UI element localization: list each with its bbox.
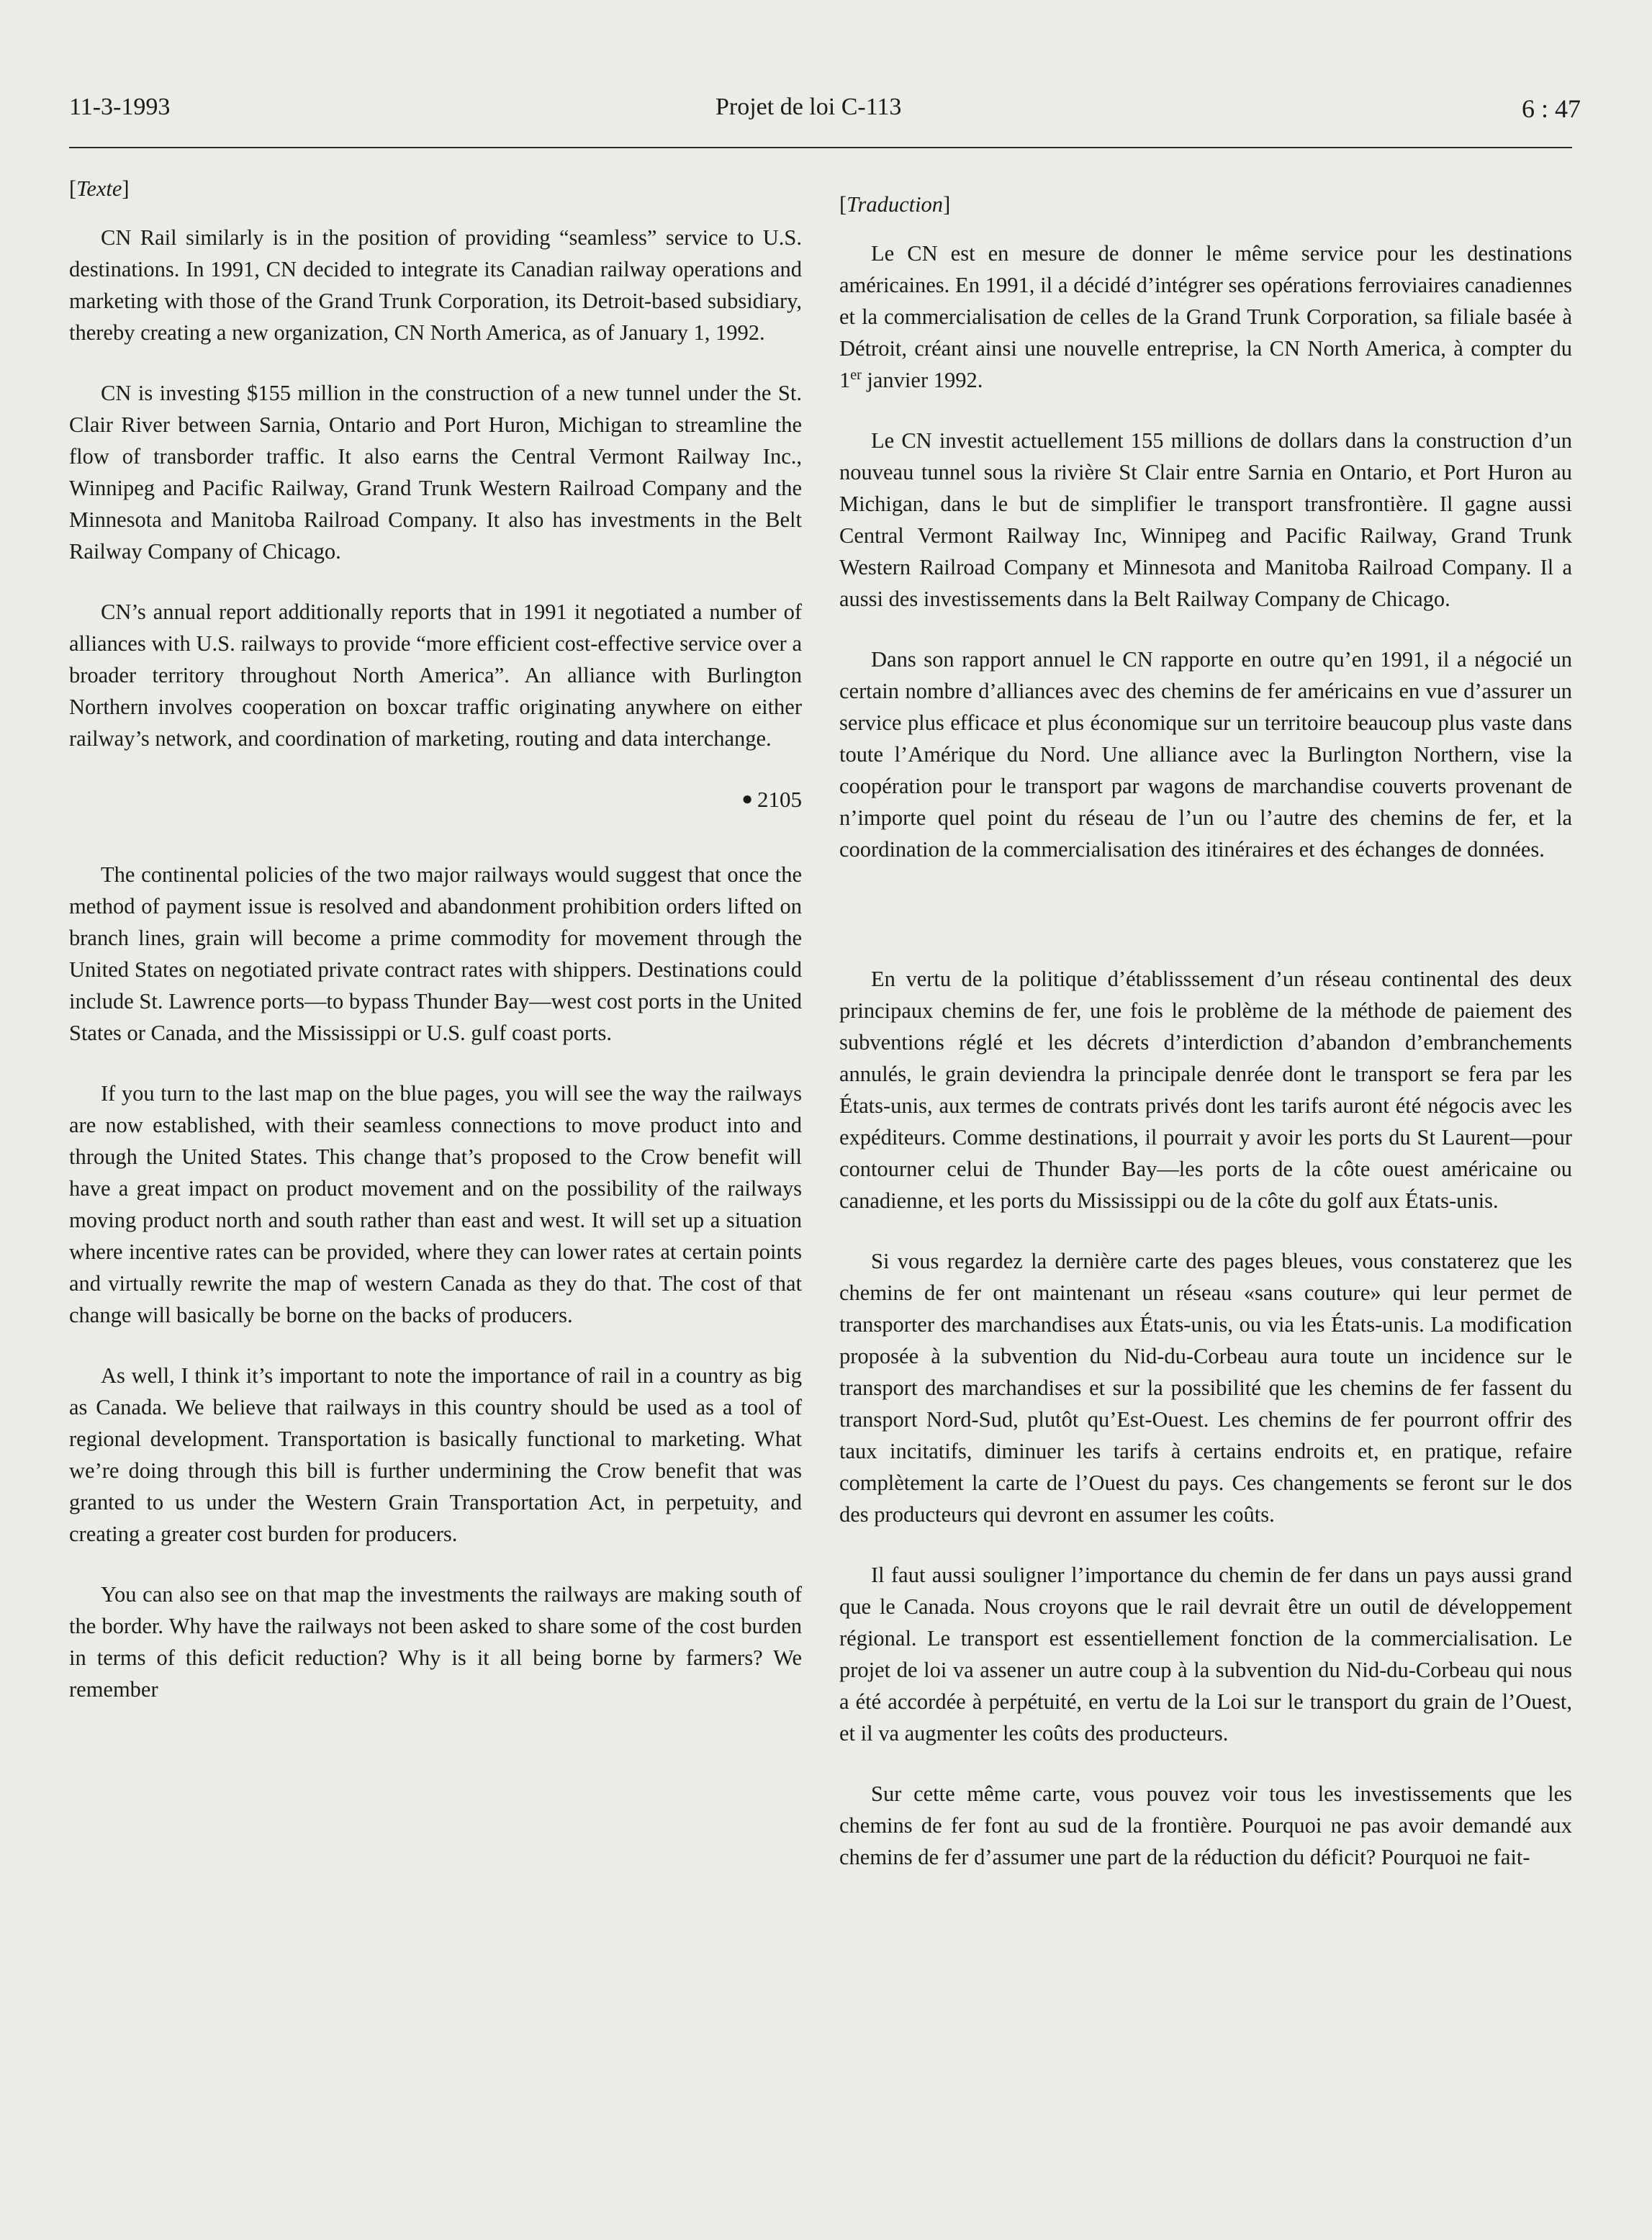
paragraph: Le CN investit actuellement 155 millions de dollars dans la construction d’un nouveau tunnel sous la rivière St Clair entre Sarnia en Ontario, et Port Huron au Michigan, dans le but de simplifier le transport transfrontière. Il gagne aussi Central Vermont Railway Inc, Winnipeg and Pacific Railway, Grand Trunk Western Railroad Company et Minnesota and Manitoba Railroad Company. Il a aussi des investissements dans la Belt Railway Company de Chicago.: [839, 428, 1572, 611]
time-marker-text: 2105: [757, 787, 802, 812]
running-head: [69, 94, 1581, 137]
right-column-traduction: [839, 189, 1572, 1902]
paragraph-tail: janvier 1992.: [867, 368, 983, 392]
paragraph: As well, I think it’s important to note the importance of rail in a country as big as Canada. We believe that railways in this country should be used as a tool of regional development. Transportation is basically functional to marketing. What we’re doing through this bill is further undermining the Crow benefit that was granted to us under the Western Grain Transportation Act, in perpetuity, and creating a greater cost burden for producers.: [69, 1363, 802, 1546]
paragraph: [839, 238, 1572, 396]
column-label-texte: [Texte]: [69, 176, 130, 201]
paragraph: If you turn to the last map on the blue pages, you will see the way the railways are now established, with their seamless connections to move product into and through the United States. This change that’s proposed to the Crow benefit will have a great impact on product movement and on the possibility of the railways moving product north and south rather than east and west. It will set up a situation where incentive rates can be provided, where they can lower rates at certain points and virtually rewrite the map of western Canada as they do that. The cost of that change will basically be borne on the backs of producers.: [69, 1081, 802, 1327]
paragraph: CN Rail similarly is in the position of providing “seamless” service to U.S. destinations. In 1991, CN decided to integrate its Canadian railway operations and marketing with those of the Grand Trunk Corporation, its Detroit-based subsidiary, thereby creating a new organization, CN North America, as of January 1, 1992.: [69, 225, 802, 345]
header-title: Projet de loi C-113: [716, 94, 902, 120]
paragraph: Il faut aussi souligner l’importance du chemin de fer dans un pays aussi grand que le Canada. Nous croyons que le rail devrait être un outil de développement régional. Le transport est essentiellement fonction de la commercialisation. Le projet de loi va assener un autre coup à la subvention du Nid-du-Corbeau qui nous a été accordée à perpétuité, en vertu de la Loi sur le transport du grain de l’Ouest, et il va augmenter les coûts des producteurs.: [839, 1563, 1572, 1746]
time-marker: [69, 783, 802, 816]
header-date: 11-3-1993: [69, 94, 171, 120]
paragraph: The continental policies of the two major railways would suggest that once the method of payment issue is resolved and abandonment prohibition orders lifted on branch lines, grain will become a prime commodity for movement through the United States on negotiated private contract rates with shippers. Destinations could include St. Lawrence ports—to bypass Thunder Bay—west cost ports in the United States or Canada, and the Mississippi or U.S. gulf coast ports.: [69, 862, 802, 1045]
paragraph: Si vous regardez la dernière carte des pages bleues, vous constaterez que les chemins de fer ont maintenant un réseau «sans couture» qui leur permet de transporter des marchandises aux États-unis, ou via les États-unis. La modification proposée à la subvention du Nid-du-Corbeau aura toute un incidence sur le transport des marchandises et sur la possibilité que les chemins de fer fassent du transport Nord-Sud, plutôt qu’Est-Ouest. Les chemins de fer pourront offrir des taux incitatifs, diminuer les tarifs à certains endroits et, en pratique, refaire complètement la carte de l’Ouest du pays. Ces changements se feront sur le dos des producteurs qui devront en assumer les coûts.: [839, 1249, 1572, 1527]
paragraph: Dans son rapport annuel le CN rapporte en outre qu’en 1991, il a négocié un certain nombre d’alliances avec des chemins de fer américains en vue d’assurer un service plus efficace et plus économique sur un territoire beaucoup plus vaste dans toute l’Amérique du Nord. Une alliance avec la Burlington Northern, vise la coopération pour le transport par wagons de marchandise couverts provenant de n’importe quel point du réseau de l’un ou l’autre des chemins de fer, et la coordination de la commercialisation des itinéraires et des échanges de données.: [839, 647, 1572, 862]
left-column-texte: [69, 173, 802, 1734]
paragraph: Sur cette même carte, vous pouvez voir tous les investissements que les chemins de fer font au sud de la frontière. Pourquoi ne pas avoir demandé aux chemins de fer d’assumer une part de la réduction du déficit? Pourquoi ne fait-: [839, 1781, 1572, 1869]
paragraph: En vertu de la politique d’établisssement d’un réseau continental des deux principaux chemins de fer, une fois le problème de la méthode de paiement des subventions réglé et les décrets d’interdiction d’abandon d’embranchements annulés, le grain deviendra la principale denrée dont le transport se fera par les États-unis, aux termes de contrats privés dont les tarifs auront été négocis avec les expéditeurs. Comme destinations, il pourrait y avoir les ports du St Laurent—pour contourner celui de Thunder Bay—les ports de la côte ouest américaine ou canadienne, et les ports du Mississippi ou de la côte du golf aux États-unis.: [839, 967, 1572, 1213]
paragraph: You can also see on that map the investments the railways are making south of the border. Why have the railways not been asked to share some of the cost burden in terms of this deficit reduction? Why is it all being borne by farmers? We remember: [69, 1582, 802, 1702]
column-label-traduction-text: Traduction: [847, 192, 944, 217]
column-label-traduction: [Traduction]: [839, 192, 951, 217]
header-page-number: 6 : 47: [1521, 94, 1581, 123]
paragraph: CN’s annual report additionally reports that in 1991 it negotiated a number of alliances with U.S. railways to provide “more efficient cost-effective service over a broader territory throughout North America”. An alliance with Burlington Northern involves cooperation on boxcar traffic originating anywhere on either railway’s network, and coordination of marketing, routing and data interchange.: [69, 600, 802, 751]
paragraph-text: Le CN est en mesure de donner le même service pour les destinations américaines. En 1991, il a décidé d’intégrer ses opérations ferroviaires canadiennes et la commercialisation de celles de la Grand Trunk Corporation, sa filiale basée à Détroit, créant ainsi une nouvelle entreprise, la CN North America, à compter du 1: [839, 241, 1572, 392]
header-rule: [69, 147, 1572, 148]
paragraph: CN is investing $155 million in the construction of a new tunnel under the St. Clair River between Sarnia, Ontario and Port Huron, Michigan to streamline the flow of transborder traffic. It also earns the Central Vermont Railway Inc., Winnipeg and Pacific Railway, Grand Trunk Western Railroad Company and the Minnesota and Manitoba Railroad Company. It also has investments in the Belt Railway Company of Chicago.: [69, 381, 802, 564]
date-superscript: er: [850, 366, 862, 383]
column-label-texte-text: Texte: [76, 176, 122, 201]
bullet-icon: ●: [741, 788, 753, 809]
